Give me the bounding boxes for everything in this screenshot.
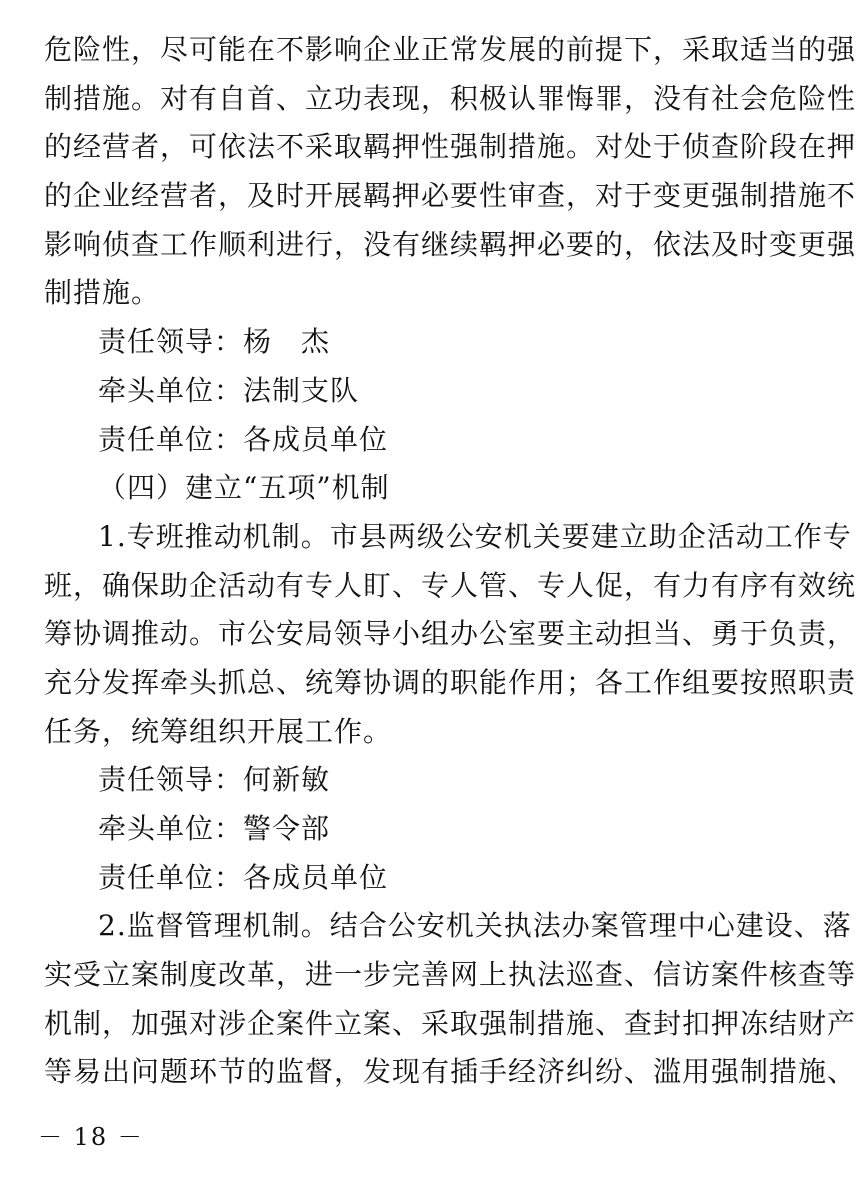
paragraph-line: 筹协调推动。市公安局领导小组办公室要主动担当、勇于负责， (44, 617, 856, 651)
responsible-unit: 责任单位：各成员单位 (98, 860, 389, 894)
paragraph-line: 班，确保助企活动有专人盯、专人管、专人促，有力有序有效统 (44, 568, 856, 602)
paragraph-line: 实受立案制度改革，进一步完善网上执法巡查、信访案件核查等 (44, 958, 856, 992)
paragraph-line: 制措施。 (44, 276, 161, 310)
lead-unit: 牵头单位：法制支队 (98, 373, 360, 407)
paragraph-line: 的经营者，可依法不采取羁押性强制措施。对处于侦查阶段在押 (44, 130, 856, 164)
paragraph-line: 危险性，尽可能在不影响企业正常发展的前提下，采取适当的强 (44, 33, 856, 66)
paragraph-line: 等易出问题环节的监督，发现有插手经济纠纷、滥用强制措施、 (44, 1055, 856, 1089)
section-heading: （四）建立“五项”机制 (98, 471, 390, 505)
responsible-leader: 责任领导：杨 杰 (98, 325, 331, 359)
paragraph-line: 充分发挥牵头抓总、统筹协调的职能作用；各工作组要按照职责 (44, 665, 856, 699)
paragraph-line: 1.专班推动机制。市县两级公安机关要建立助企活动工作专 (98, 519, 852, 553)
paragraph-line: 机制，加强对涉企案件立案、采取强制措施、查封扣押冻结财产 (44, 1006, 856, 1040)
page-number: － 18 － (38, 1123, 144, 1151)
paragraph-line: 的企业经营者，及时开展羁押必要性审查，对于变更强制措施不 (44, 179, 856, 213)
responsible-unit: 责任单位：各成员单位 (98, 422, 389, 456)
body-text (44, 26, 856, 1097)
paragraph-line: 制措施。对有自首、立功表现，积极认罪悔罪，没有社会危险性 (44, 81, 856, 115)
responsible-leader: 责任领导：何新敏 (98, 763, 331, 797)
paragraph-line: 影响侦查工作顺利进行，没有继续羁押必要的，依法及时变更强 (44, 227, 856, 261)
paragraph-line: 2.监督管理机制。结合公安机关执法办案管理中心建设、落 (98, 909, 852, 943)
lead-unit: 牵头单位：警令部 (98, 812, 331, 845)
paragraph-line: 任务，统筹组织开展工作。 (44, 714, 393, 748)
